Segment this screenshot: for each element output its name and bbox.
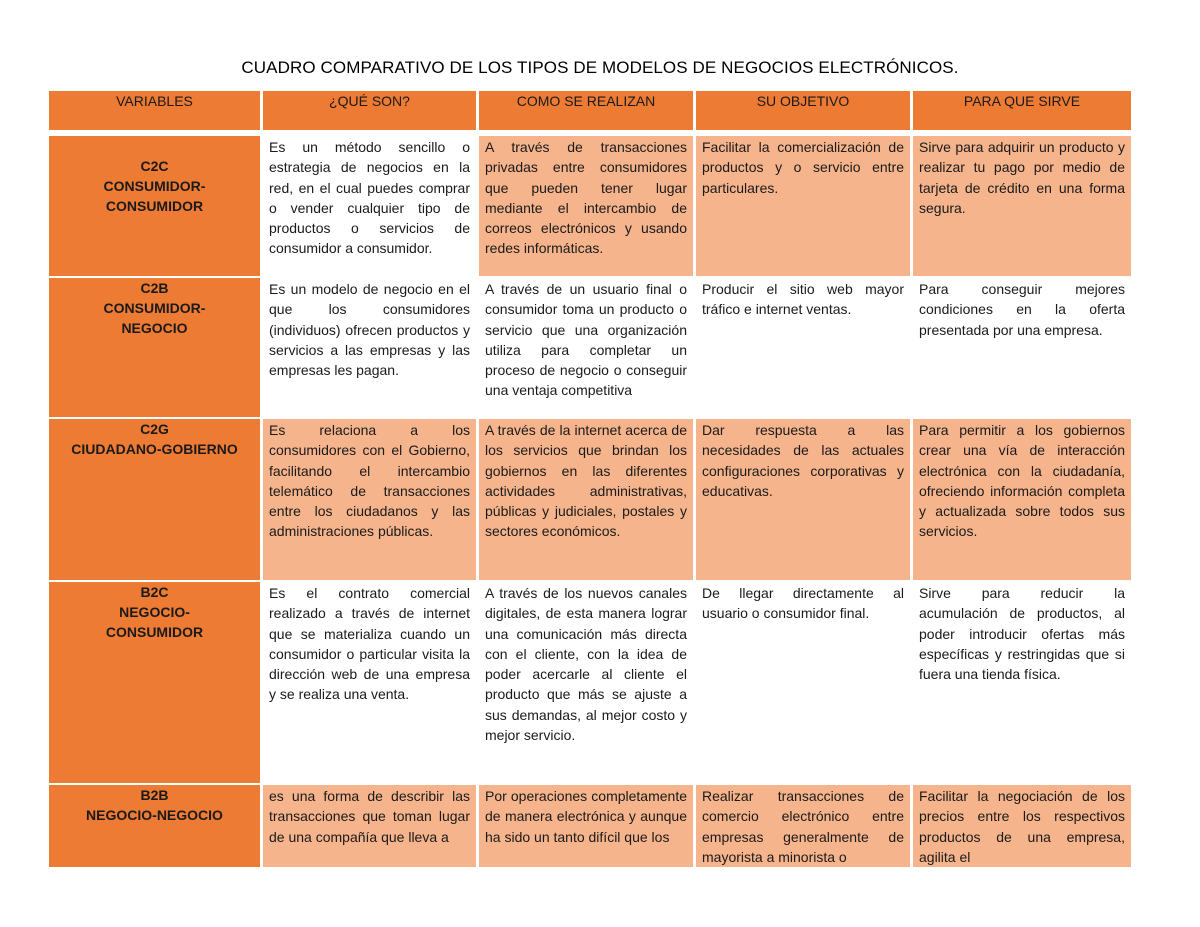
variable-name-line1: NEGOCIO- (119, 604, 190, 620)
para-que-cell (912, 418, 1133, 581)
como-cell (478, 784, 695, 868)
variable-cell (48, 581, 262, 784)
variable-name-line1: CONSUMIDOR- (103, 178, 206, 194)
table-row (48, 277, 1133, 418)
header-su-objetivo: SU OBJETIVO (695, 91, 912, 133)
que-son-cell (262, 784, 478, 868)
objetivo-text: Realizar transacciones de comercio electrónico entre empresas generalmente de mayorista a minorista o (702, 788, 904, 865)
variable-code: B2B (140, 787, 169, 803)
para-que-text: Sirve para reducir la acumulación de productos, al poder introducir ofertas más específicas y restringidas que si fuera una tienda física. (919, 585, 1125, 683)
table-row (48, 581, 1133, 784)
header-como-se-realizan: COMO SE REALIZAN (478, 91, 695, 133)
que-son-text: Es un modelo de negocio en el que los consumidores (individuos) ofrecen productos y servicios a las empresas y las empresas les pagan. (269, 281, 470, 379)
variable-code: C2C (140, 158, 169, 174)
como-text: A través de los nuevos canales digitales, de esta manera lograr una comunicación más directa con el cliente, con la idea de poder acercarle al cliente el producto que más se ajuste a sus demandas, al mejor costo y mejor servicio. (485, 585, 687, 744)
objetivo-text: Dar respuesta a las necesidades de las actuales configuraciones corporativas y educativas. (702, 422, 904, 499)
variable-code: B2C (140, 584, 169, 600)
que-son-text: Es un método sencillo o estrategia de negocios en la red, en el cual puedes comprar o vender cualquier tipo de productos o servicios de consumidor a consumidor. (269, 139, 470, 257)
variable-name-line1: NEGOCIO-NEGOCIO (86, 807, 223, 823)
para-que-cell (912, 784, 1133, 868)
para-que-cell (912, 581, 1133, 784)
como-cell (478, 418, 695, 581)
para-que-text: Sirve para adquirir un producto y realizar tu pago por medio de tarjeta de crédito en una forma segura. (919, 139, 1125, 216)
objetivo-cell (695, 277, 912, 418)
table-row (48, 418, 1133, 581)
que-son-cell (262, 277, 478, 418)
como-cell (478, 277, 695, 418)
que-son-cell (262, 581, 478, 784)
para-que-text: Para conseguir mejores condiciones en la oferta presentada por una empresa. (919, 281, 1125, 338)
que-son-text: Es relaciona a los consumidores con el Gobierno, facilitando el intercambio telemático de transacciones entre los ciudadanos y las administraciones públicas. (269, 422, 470, 540)
objetivo-cell (695, 418, 912, 581)
para-que-cell (912, 133, 1133, 277)
table-row (48, 133, 1133, 277)
table-row (48, 784, 1133, 868)
variable-code: C2G (140, 421, 169, 437)
header-variables: VARIABLES (48, 91, 262, 133)
header-que-son: ¿QUÉ SON? (262, 91, 478, 133)
objetivo-text: Facilitar la comercialización de productos y o servicio entre particulares. (702, 139, 904, 196)
como-cell (478, 581, 695, 784)
variable-name-line2: CONSUMIDOR (105, 198, 204, 214)
que-son-text: es una forma de describir las transacciones que toman lugar de una compañía que lleva a (269, 788, 470, 845)
como-text: Por operaciones completamente de manera electrónica y aunque ha sido un tanto difícil que los (485, 788, 687, 845)
variable-name-line1: CONSUMIDOR- (103, 300, 206, 316)
variable-code: C2B (140, 280, 169, 296)
como-cell (478, 133, 695, 277)
objetivo-cell (695, 581, 912, 784)
variable-cell (48, 418, 262, 581)
variable-cell (48, 133, 262, 277)
que-son-cell (262, 418, 478, 581)
comparison-table (46, 91, 1134, 869)
variable-cell (48, 277, 262, 418)
que-son-cell (262, 133, 478, 277)
header-row (48, 91, 1133, 133)
para-que-text: Para permitir a los gobiernos crear una vía de interacción electrónica con la ciudadanía, ofreciendo información completa y actualizada sobre todos sus servicios. (919, 422, 1125, 540)
header-para-que-sirve: PARA QUE SIRVE (912, 91, 1133, 133)
variable-cell (48, 784, 262, 868)
objetivo-cell (695, 784, 912, 868)
para-que-text: Facilitar la negociación de los precios entre los respectivos productos de una empresa, agilita el (919, 788, 1125, 865)
variable-name-line1: CIUDADANO-GOBIERNO (71, 441, 238, 457)
document-title: CUADRO COMPARATIVO DE LOS TIPOS DE MODELOS DE NEGOCIOS ELECTRÓNICOS. (241, 58, 959, 77)
como-text: A través de transacciones privadas entre consumidores que pueden tener lugar mediante el intercambio de correos electrónicos y usando redes informáticas. (485, 139, 687, 257)
que-son-text: Es el contrato comercial realizado a través de internet que se materializa cuando un consumidor o particular visita la dirección web de una empresa y se realiza una venta. (269, 585, 470, 703)
como-text: A través de un usuario final o consumidor toma un producto o servicio que una organización utiliza para completar un proceso de negocio o conseguir una ventaja competitiva (485, 281, 687, 399)
objetivo-text: De llegar directamente al usuario o consumidor final. (702, 585, 904, 622)
como-text: A través de la internet acerca de los servicios que brindan los gobiernos en las diferentes actividades administrativas, públicas y judiciales, postales y sectores económicos. (485, 422, 687, 540)
para-que-cell (912, 277, 1133, 418)
objetivo-cell (695, 133, 912, 277)
variable-name-line2: CONSUMIDOR (105, 624, 204, 640)
objetivo-text: Producir el sitio web mayor tráfico e internet ventas. (702, 281, 904, 318)
variable-name-line2: NEGOCIO (121, 320, 188, 336)
